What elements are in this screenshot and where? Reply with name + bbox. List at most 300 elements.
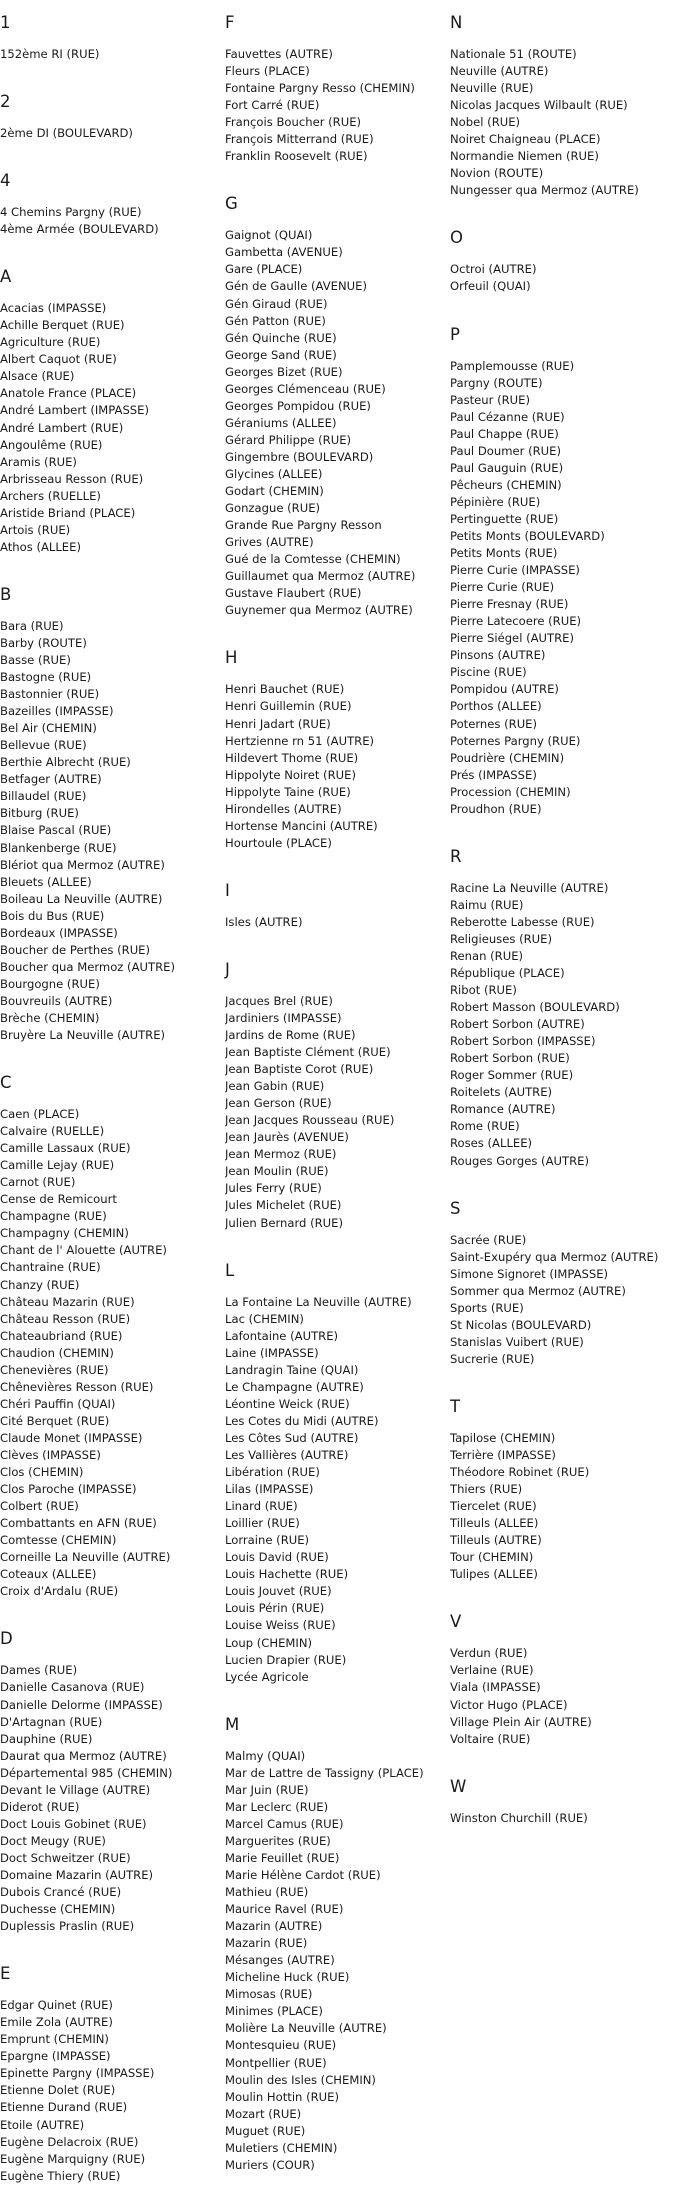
street-item: Pêcheurs (CHEMIN)	[450, 477, 562, 492]
street-item: Champagny (CHEMIN)	[0, 1226, 129, 1241]
street-item: Géraniums (ALLEE)	[225, 415, 337, 430]
street-item: Grives (AUTRE)	[225, 535, 314, 550]
street-item: André Lambert (RUE)	[0, 420, 124, 435]
street-item: Isles (AUTRE)	[225, 914, 303, 929]
street-item: Pépinière (RUE)	[450, 494, 541, 509]
street-item: Pamplemousse (RUE)	[450, 358, 575, 373]
section-heading: V	[450, 1612, 462, 1632]
street-item: Jules Ferry (RUE)	[225, 1181, 322, 1196]
street-item: Gonzague (RUE)	[225, 501, 321, 516]
street-item: Cense de Remicourt	[0, 1192, 117, 1207]
street-item: Acacias (IMPASSE)	[0, 301, 107, 316]
letter-section	[225, 0, 447, 181]
street-item: Eugène Thiery (RUE)	[0, 2168, 121, 2183]
street-item: Petits Monts (RUE)	[450, 546, 558, 561]
street-item: Jacques Brel (RUE)	[225, 993, 333, 1008]
column-2	[225, 0, 447, 2190]
street-item: Chant de l' Alouette (AUTRE)	[0, 1243, 167, 1258]
street-item: Devant le Village (AUTRE)	[0, 1782, 151, 1797]
street-item: Comtesse (CHEMIN)	[0, 1533, 117, 1548]
street-item: Molière La Neuville (AUTRE)	[225, 2021, 387, 2036]
street-item: Verlaine (RUE)	[450, 1663, 534, 1678]
street-item: Tulipes (ALLEE)	[450, 1567, 538, 1582]
street-item: Jean Mermoz (RUE)	[225, 1147, 337, 1162]
section-heading: 1	[0, 13, 11, 32]
street-item: Diderot (RUE)	[0, 1799, 80, 1814]
street-item: Brèche (CHEMIN)	[0, 1010, 100, 1025]
street-item: Doct Schweitzer (RUE)	[0, 1850, 131, 1865]
section-heading: M	[225, 1714, 240, 1734]
letter-section	[0, 1951, 222, 2201]
street-item: Malmy (QUAI)	[225, 1748, 306, 1763]
street-item: Billaudel (RUE)	[0, 789, 87, 804]
street-item: Libération (RUE)	[225, 1465, 320, 1480]
letter-section	[225, 947, 447, 1248]
street-item: Lac (CHEMIN)	[225, 1311, 304, 1326]
street-item: Nungesser qua Mermoz (AUTRE)	[450, 183, 639, 198]
street-item: Maurice Ravel (RUE)	[225, 1902, 344, 1917]
street-item: Emprunt (CHEMIN)	[0, 2032, 109, 2047]
street-item: 152ème RI (RUE)	[0, 47, 100, 61]
street-item: Colbert (RUE)	[0, 1499, 79, 1514]
section-heading: B	[0, 584, 12, 604]
street-item: Ribot (RUE)	[450, 983, 517, 998]
street-item: Landragin Taine (QUAI)	[225, 1362, 359, 1377]
letter-section	[450, 1384, 675, 1599]
street-item: Bitburg (RUE)	[0, 806, 79, 821]
street-item: Agriculture (RUE)	[0, 335, 101, 350]
street-item: Porthos (ALLEE)	[450, 699, 542, 714]
street-item: Dauphine (RUE)	[0, 1731, 93, 1746]
section-heading: C	[0, 1073, 12, 1093]
street-item: Verdun (RUE)	[450, 1646, 528, 1661]
letter-section	[0, 0, 222, 79]
street-item: Pierre Curie (IMPASSE)	[450, 563, 580, 578]
street-item: Jean Jaurès (AVENUE)	[225, 1130, 349, 1145]
street-item: Départemental 985 (CHEMIN)	[0, 1765, 173, 1780]
street-item: Fontaine Pargny Resso (CHEMIN)	[225, 81, 415, 96]
street-item: Georges Clémenceau (RUE)	[225, 381, 386, 396]
street-item: Chênevières Resson (RUE)	[0, 1379, 154, 1394]
letter-section	[0, 79, 222, 158]
street-item: Tilleuls (ALLEE)	[450, 1516, 539, 1531]
street-item: Tilleuls (AUTRE)	[450, 1533, 542, 1548]
street-item: Rome (RUE)	[450, 1119, 520, 1134]
street-item: Gén de Gaulle (AVENUE)	[225, 279, 368, 294]
street-item: Racine La Neuville (AUTRE)	[450, 880, 609, 895]
street-item: Epinette Pargny (IMPASSE)	[0, 2066, 155, 2081]
street-item: Jean Baptiste Corot (RUE)	[225, 1062, 374, 1077]
street-item: Simone Signoret (IMPASSE)	[450, 1266, 609, 1281]
street-item: Robert Masson (BOULEVARD)	[450, 1000, 620, 1015]
street-item: Fleurs (PLACE)	[225, 64, 310, 79]
street-item: Basse (RUE)	[0, 652, 71, 667]
street-item: Godart (CHEMIN)	[225, 484, 324, 499]
street-item: Glycines (ALLEE)	[225, 466, 323, 481]
street-item: Blaise Pascal (RUE)	[0, 823, 112, 838]
letter-section	[450, 1599, 675, 1763]
street-item: Mathieu (RUE)	[225, 1885, 309, 1900]
letter-section	[450, 1764, 675, 1843]
street-item: Marie Hélène Cardot (RUE)	[225, 1867, 381, 1882]
street-item: Jean Baptiste Clément (RUE)	[225, 1045, 391, 1060]
street-item: Hildevert Thome (RUE)	[225, 750, 359, 765]
street-item: Fort Carré (RUE)	[225, 98, 320, 113]
street-item: Marguerites (RUE)	[225, 1833, 331, 1848]
street-item: Petits Monts (BOULEVARD)	[450, 528, 605, 543]
street-item: Eugène Delacroix (RUE)	[0, 2134, 139, 2149]
street-item: Hourtoule (PLACE)	[225, 835, 332, 850]
street-item: Montesquieu (RUE)	[225, 2038, 337, 2053]
street-item: Moulin des Isles (CHEMIN)	[225, 2072, 376, 2087]
street-item: Pargny (ROUTE)	[450, 375, 543, 390]
street-item: Aristide Briand (PLACE)	[0, 505, 136, 520]
street-item: Montpellier (RUE)	[225, 2055, 327, 2070]
street-item: Mimosas (RUE)	[225, 1987, 313, 2002]
street-item: Sports (RUE)	[450, 1300, 524, 1315]
street-item: Camille Lejay (RUE)	[0, 1158, 115, 1173]
street-item: République (PLACE)	[450, 966, 565, 981]
letter-section	[0, 158, 222, 254]
street-item: D'Artagnan (RUE)	[0, 1714, 103, 1729]
street-item: Mazarin (RUE)	[225, 1936, 308, 1951]
street-item: Gérard Philippe (RUE)	[225, 432, 352, 447]
letter-section	[450, 215, 675, 311]
street-item: Chenevières (RUE)	[0, 1362, 109, 1377]
street-item: Muriers (COUR)	[225, 2157, 315, 2172]
street-item: Le Champagne (AUTRE)	[225, 1379, 364, 1394]
street-item: François Boucher (RUE)	[225, 115, 362, 130]
street-item: Barby (ROUTE)	[0, 635, 87, 650]
street-item: Coteaux (ALLEE)	[0, 1567, 97, 1582]
street-item: Duplessis Praslin (RUE)	[0, 1919, 135, 1934]
street-item: Marie Feuillet (RUE)	[225, 1850, 340, 1865]
street-item: Bois du Bus (RUE)	[0, 908, 105, 923]
street-item: Noiret Chaigneau (PLACE)	[450, 132, 601, 147]
street-item: Les Côtes Sud (AUTRE)	[225, 1430, 359, 1445]
street-item: Jules Michelet (RUE)	[225, 1198, 342, 1213]
street-item: Raimu (RUE)	[450, 897, 524, 912]
street-item: Village Plein Air (AUTRE)	[450, 1714, 592, 1729]
street-item: Les Cotes du Midi (AUTRE)	[225, 1413, 379, 1428]
street-item: Paul Chappe (RUE)	[450, 426, 559, 441]
street-item: Viala (IMPASSE)	[450, 1680, 541, 1695]
street-item: Roitelets (AUTRE)	[450, 1085, 553, 1100]
street-item: Epargne (IMPASSE)	[0, 2049, 111, 2064]
street-item: Guillaumet qua Mermoz (AUTRE)	[225, 569, 416, 584]
street-item: Château Mazarin (RUE)	[0, 1294, 135, 1309]
street-item: Boucher qua Mermoz (AUTRE)	[0, 959, 175, 974]
street-item: Bazeilles (IMPASSE)	[0, 704, 114, 719]
street-item: Carnot (RUE)	[0, 1175, 76, 1190]
street-item: François Mitterrand (RUE)	[225, 132, 374, 147]
street-item: Calvaire (RUELLE)	[0, 1124, 105, 1139]
letter-section	[450, 0, 675, 215]
letter-section	[225, 635, 447, 867]
section-heading: A	[0, 267, 12, 287]
street-item: Reberotte Labesse (RUE)	[450, 914, 595, 929]
street-item: Clos Paroche (IMPASSE)	[0, 1482, 137, 1497]
street-item: André Lambert (IMPASSE)	[0, 403, 150, 418]
street-item: Boileau La Neuville (AUTRE)	[0, 891, 163, 906]
street-item: Proudhon (RUE)	[450, 801, 542, 816]
street-item: Minimes (PLACE)	[225, 2004, 323, 2019]
section-heading: N	[450, 13, 463, 32]
section-heading: W	[450, 1776, 467, 1796]
street-item: Roger Sommer (RUE)	[450, 1068, 574, 1083]
street-item: 4 Chemins Pargny (RUE)	[0, 205, 142, 220]
section-heading: J	[225, 959, 230, 979]
street-item: Henri Guillemin (RUE)	[225, 699, 352, 714]
street-item: Hippolyte Taine (RUE)	[225, 784, 351, 799]
street-item: Rouges Gorges (AUTRE)	[450, 1153, 589, 1168]
street-item: Sucrerie (RUE)	[450, 1351, 535, 1366]
street-item: Jean Gabin (RUE)	[225, 1079, 325, 1094]
street-item: Tiercelet (RUE)	[450, 1499, 537, 1514]
street-item: Louis Jouvet (RUE)	[225, 1584, 332, 1599]
street-item: Bara (RUE)	[0, 618, 64, 633]
street-item: Chaudion (CHEMIN)	[0, 1345, 114, 1360]
street-item: Jardiniers (IMPASSE)	[225, 1010, 342, 1025]
street-item: Pasteur (RUE)	[450, 392, 531, 407]
street-item: Guynemer qua Mermoz (AUTRE)	[225, 603, 413, 618]
letter-section	[225, 181, 447, 635]
street-item: Pompidou (AUTRE)	[450, 682, 559, 697]
street-item: Prés (IMPASSE)	[450, 767, 537, 782]
street-item: Octroi (AUTRE)	[450, 262, 537, 277]
street-item: Bruyère La Neuville (AUTRE)	[0, 1028, 166, 1043]
street-item: Bastonnier (RUE)	[0, 687, 100, 702]
column-3	[450, 0, 675, 1843]
street-item: Théodore Robinet (RUE)	[450, 1465, 590, 1480]
street-item: Robert Sorbon (RUE)	[450, 1051, 570, 1066]
street-item: St Nicolas (BOULEVARD)	[450, 1317, 592, 1332]
street-item: Chéri Pauffin (QUAI)	[0, 1396, 116, 1411]
street-item: Betfager (AUTRE)	[0, 772, 102, 787]
street-item: Winston Churchill (RUE)	[450, 1810, 588, 1825]
street-item: Lorraine (RUE)	[225, 1533, 310, 1548]
street-item: Gué de la Comtesse (CHEMIN)	[225, 552, 401, 567]
letter-section	[0, 572, 222, 1060]
street-item: Gén Giraud (RUE)	[225, 296, 328, 311]
street-item: Laine (IMPASSE)	[225, 1345, 319, 1360]
street-item: Caen (PLACE)	[0, 1107, 80, 1122]
street-item: Voltaire (RUE)	[450, 1731, 531, 1746]
letter-section	[0, 1616, 222, 1951]
street-item: Fauvettes (AUTRE)	[225, 47, 333, 61]
street-item: Doct Meugy (RUE)	[0, 1833, 106, 1848]
street-item: Stanislas Vuibert (RUE)	[450, 1334, 584, 1349]
street-item: Dubois Crancé (RUE)	[0, 1885, 122, 1900]
street-item: Saint-Exupéry qua Mermoz (AUTRE)	[450, 1249, 659, 1264]
street-item: Pertinguette (RUE)	[450, 511, 559, 526]
street-item: Paul Gauguin (RUE)	[450, 460, 564, 475]
street-item: Orfeuil (QUAI)	[450, 279, 531, 294]
street-item: Etienne Dolet (RUE)	[0, 2083, 116, 2098]
street-item: Grande Rue Pargny Resson	[225, 518, 382, 533]
street-item: Poudrière (CHEMIN)	[450, 750, 565, 765]
street-item: Clos (CHEMIN)	[0, 1465, 84, 1480]
street-item: Louise Weiss (RUE)	[225, 1618, 336, 1633]
street-item: Nicolas Jacques Wilbault (RUE)	[450, 98, 628, 113]
street-item: Marcel Camus (RUE)	[225, 1816, 344, 1831]
street-item: Etienne Durand (RUE)	[0, 2100, 128, 2115]
street-item: Mar de Lattre de Tassigny (PLACE)	[225, 1765, 424, 1780]
street-item: Corneille La Neuville (AUTRE)	[0, 1550, 171, 1565]
street-item: Gén Quinche (RUE)	[225, 330, 337, 345]
street-item: Religieuses (RUE)	[450, 931, 552, 946]
street-item: La Fontaine La Neuville (AUTRE)	[225, 1294, 412, 1309]
section-heading: D	[0, 1629, 13, 1649]
street-item: Hortense Mancini (AUTRE)	[225, 818, 378, 833]
street-item: Muguet (RUE)	[225, 2123, 306, 2138]
street-item: Cité Berquet (RUE)	[0, 1413, 110, 1428]
street-item: Franklin Roosevelt (RUE)	[225, 149, 368, 164]
street-item: Gingembre (BOULEVARD)	[225, 449, 374, 464]
street-item: Renan (RUE)	[450, 948, 524, 963]
letter-section	[0, 1060, 222, 1616]
street-item: Duchesse (CHEMIN)	[0, 1902, 116, 1917]
street-item: Lycée Agricole	[225, 1669, 309, 1684]
letter-section	[225, 868, 447, 947]
street-item: Mar Leclerc (RUE)	[225, 1799, 329, 1814]
section-heading: E	[0, 1964, 11, 1984]
street-item: Bleuets (ALLEE)	[0, 874, 92, 889]
street-item: Domaine Mazarin (AUTRE)	[0, 1867, 154, 1882]
street-item: Combattants en AFN (RUE)	[0, 1516, 157, 1531]
street-item: Bastogne (RUE)	[0, 670, 92, 685]
street-item: Danielle Delorme (IMPASSE)	[0, 1697, 163, 1712]
street-item: Chantraine (RUE)	[0, 1260, 101, 1275]
street-item: Sacrée (RUE)	[450, 1232, 527, 1247]
street-item: Loillier (RUE)	[225, 1516, 300, 1531]
street-item: Linard (RUE)	[225, 1499, 298, 1514]
street-item: 4ème Armée (BOULEVARD)	[0, 222, 159, 237]
street-item: Neuville (RUE)	[450, 81, 534, 96]
street-item: Anatole France (PLACE)	[0, 386, 137, 401]
street-item: Louis Hachette (RUE)	[225, 1567, 349, 1582]
street-item: Dames (RUE)	[0, 1663, 78, 1678]
street-item: Mésanges (AUTRE)	[225, 1953, 335, 1968]
street-item: 2ème DI (BOULEVARD)	[0, 126, 133, 141]
letter-section	[0, 254, 222, 572]
street-item: Bordeaux (IMPASSE)	[0, 925, 118, 940]
street-item: Les Vallières (AUTRE)	[225, 1448, 349, 1462]
street-item: Blériot qua Mermoz (AUTRE)	[0, 857, 165, 872]
street-item: Athos (ALLEE)	[0, 539, 81, 554]
section-heading: R	[450, 846, 462, 866]
street-item: Paul Doumer (RUE)	[450, 443, 561, 458]
street-item: Sommer qua Mermoz (AUTRE)	[450, 1283, 626, 1298]
street-item: Etoile (AUTRE)	[0, 2117, 85, 2132]
street-item: Micheline Huck (RUE)	[225, 1970, 350, 1985]
street-item: Tapilose (CHEMIN)	[450, 1430, 556, 1445]
street-item: Gustave Flaubert (RUE)	[225, 586, 362, 601]
section-heading: O	[450, 228, 463, 248]
street-item: Léontine Weick (RUE)	[225, 1396, 350, 1411]
street-item: Bel Air (CHEMIN)	[0, 721, 97, 736]
street-item: Château Resson (RUE)	[0, 1311, 131, 1326]
street-item: Daurat qua Mermoz (AUTRE)	[0, 1748, 167, 1763]
street-item: Camille Lassaux (RUE)	[0, 1141, 131, 1156]
street-item: Terrière (IMPASSE)	[450, 1448, 556, 1462]
street-item: Paul Cézanne (RUE)	[450, 409, 565, 424]
street-item: Georges Bizet (RUE)	[225, 364, 343, 379]
street-item: Jean Gerson (RUE)	[225, 1096, 332, 1111]
column-1	[0, 0, 222, 2201]
letter-section	[225, 1248, 447, 1702]
street-item: Gén Patton (RUE)	[225, 313, 326, 328]
street-item: Pierre Curie (RUE)	[450, 580, 555, 595]
street-item: Neuville (AUTRE)	[450, 64, 549, 79]
street-item: Robert Sorbon (AUTRE)	[450, 1017, 585, 1032]
section-heading: F	[225, 13, 235, 32]
street-item: Roses (ALLEE)	[450, 1136, 533, 1151]
street-item: Albert Caquot (RUE)	[0, 352, 117, 367]
street-item: Champagne (RUE)	[0, 1209, 107, 1224]
street-item: Angoulême (RUE)	[0, 437, 103, 452]
section-heading: L	[225, 1260, 235, 1280]
street-item: Archers (RUELLE)	[0, 488, 101, 503]
street-item: Mazarin (AUTRE)	[225, 1919, 323, 1934]
street-item: Hirondelles (AUTRE)	[225, 801, 342, 816]
street-item: Mar Juin (RUE)	[225, 1782, 309, 1797]
street-item: Lucien Drapier (RUE)	[225, 1652, 347, 1667]
street-item: Jardins de Rome (RUE)	[225, 1028, 356, 1043]
section-heading: 4	[0, 171, 11, 191]
street-item: Lilas (IMPASSE)	[225, 1482, 314, 1497]
street-item: Chanzy (RUE)	[0, 1277, 80, 1292]
street-item: Aramis (RUE)	[0, 454, 77, 469]
street-item: Procession (CHEMIN)	[450, 784, 571, 799]
street-item: Bouvreuils (AUTRE)	[0, 993, 113, 1008]
street-item: Moulin Hottin (RUE)	[225, 2089, 339, 2104]
section-heading: S	[450, 1198, 461, 1218]
street-item: George Sand (RUE)	[225, 347, 337, 362]
section-heading: 2	[0, 92, 11, 112]
street-item: Lafontaine (AUTRE)	[225, 1328, 339, 1343]
street-item: Georges Pompidou (RUE)	[225, 398, 371, 413]
section-heading: T	[450, 1396, 461, 1416]
street-item: Danielle Casanova (RUE)	[0, 1680, 145, 1695]
street-item: Gare (PLACE)	[225, 262, 303, 277]
street-item: Romance (AUTRE)	[450, 1102, 556, 1117]
street-item: Chateaubriand (RUE)	[0, 1328, 123, 1343]
street-item: Louis David (RUE)	[225, 1550, 329, 1565]
letter-section	[225, 1702, 447, 2190]
street-item: Edgar Quinet (RUE)	[0, 1998, 113, 2013]
letter-section	[450, 834, 675, 1186]
street-item: Pierre Fresnay (RUE)	[450, 597, 569, 612]
section-heading: P	[450, 324, 460, 344]
street-item: Mozart (RUE)	[225, 2106, 302, 2121]
street-item: Bourgogne (RUE)	[0, 976, 100, 991]
street-item: Poternes (RUE)	[450, 716, 538, 731]
street-item: Hippolyte Noiret (RUE)	[225, 767, 356, 782]
street-item: Eugène Marquigny (RUE)	[0, 2151, 146, 2166]
street-item: Jean Jacques Rousseau (RUE)	[225, 1113, 395, 1128]
street-item: Pierre Siégel (AUTRE)	[450, 631, 575, 646]
street-item: Doct Louis Gobinet (RUE)	[0, 1816, 147, 1831]
letter-section	[450, 312, 675, 834]
street-item: Thiers (RUE)	[450, 1482, 523, 1497]
street-item: Victor Hugo (PLACE)	[450, 1697, 568, 1712]
street-item: Hertzienne rn 51 (AUTRE)	[225, 733, 375, 748]
street-item: Pinsons (AUTRE)	[450, 648, 546, 663]
street-item: Boucher de Perthes (RUE)	[0, 942, 151, 957]
street-item: Bellevue (RUE)	[0, 738, 87, 753]
street-item: Blankenberge (RUE)	[0, 840, 117, 855]
